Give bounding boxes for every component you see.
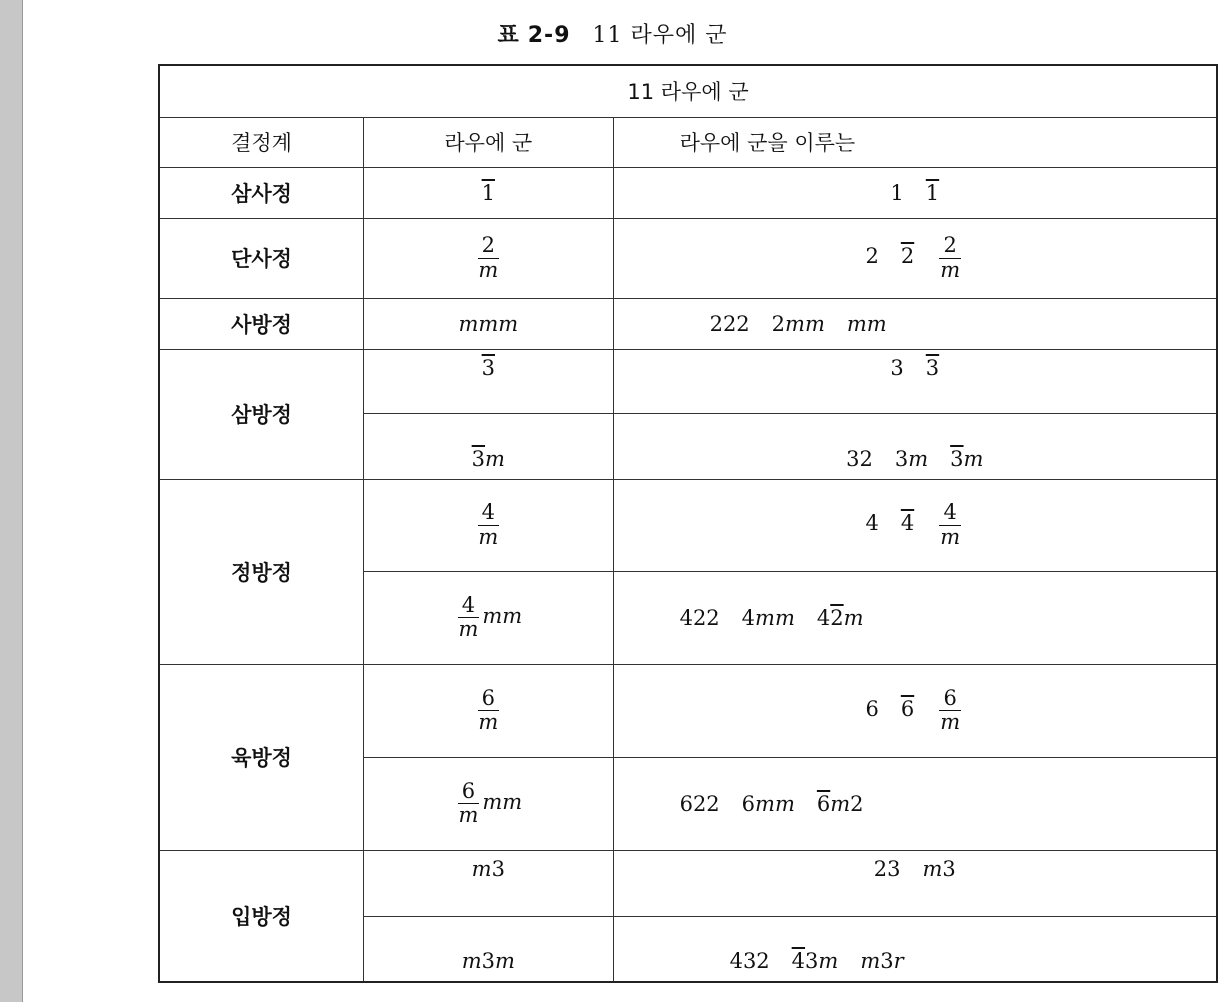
laue-cell: $\frac{4}{m}$ <box>364 479 614 571</box>
laue-cell: $\frac{4}{m}$ mm <box>364 571 614 664</box>
laue-group-table <box>158 64 1218 983</box>
laue-cell: 3m <box>364 413 614 479</box>
groups-cell: 622 6mm 6m2 <box>613 757 1217 850</box>
laue-cell: mmm <box>364 298 614 349</box>
caption-title: 11 라우에 군 <box>592 23 728 48</box>
laue-cell: 1 <box>364 167 614 218</box>
system-cell: 사방정 <box>159 298 364 349</box>
span-header: 11 라우에 군 <box>159 65 1217 117</box>
groups-cell: 6 6 $\frac{6}{m}$ <box>613 664 1217 757</box>
groups-cell: 2 2 $\frac{2}{m}$ <box>613 218 1217 298</box>
table-row <box>159 298 1217 349</box>
groups-cell: 4 4 $\frac{4}{m}$ <box>613 479 1217 571</box>
groups-cell: 32 3m 3m <box>613 413 1217 479</box>
laue-cell: $\frac{2}{m}$ <box>364 218 614 298</box>
col-header-system: 결정계 <box>159 117 364 167</box>
groups-cell: 222 2mm mm <box>613 298 1217 349</box>
groups-cell: 422 4mm 42m <box>613 571 1217 664</box>
table-row <box>159 349 1217 413</box>
caption-number: 2-9 <box>527 23 571 48</box>
caption-label: 표 <box>497 23 520 48</box>
col-header-laue: 라우에 군 <box>364 117 614 167</box>
system-cell: 육방정 <box>159 664 364 850</box>
groups-cell: 432 43m m3r <box>613 916 1217 982</box>
laue-cell: 3 <box>364 349 614 413</box>
laue-cell: $\frac{6}{m}$ mm <box>364 757 614 850</box>
laue-cell: $\frac{6}{m}$ <box>364 664 614 757</box>
groups-cell: 23 m3 <box>613 850 1217 916</box>
groups-cell: 3 3 <box>613 349 1217 413</box>
system-cell: 정방정 <box>159 479 364 664</box>
table-row <box>159 664 1217 757</box>
table-span-header-row <box>159 65 1217 117</box>
system-cell: 입방정 <box>159 850 364 982</box>
system-cell: 삼사정 <box>159 167 364 218</box>
system-cell: 단사정 <box>159 218 364 298</box>
table-row <box>159 850 1217 916</box>
laue-cell: m3 <box>364 850 614 916</box>
left-margin-bar <box>0 0 23 1002</box>
col-header-groups: 라우에 군을 이루는 <box>613 117 1217 167</box>
table-row <box>159 167 1217 218</box>
table-row <box>159 479 1217 571</box>
groups-cell: 1 1 <box>613 167 1217 218</box>
system-cell: 삼방정 <box>159 349 364 479</box>
table-caption <box>0 18 1225 49</box>
laue-cell: m3m <box>364 916 614 982</box>
table-row <box>159 218 1217 298</box>
table-header-row <box>159 117 1217 167</box>
